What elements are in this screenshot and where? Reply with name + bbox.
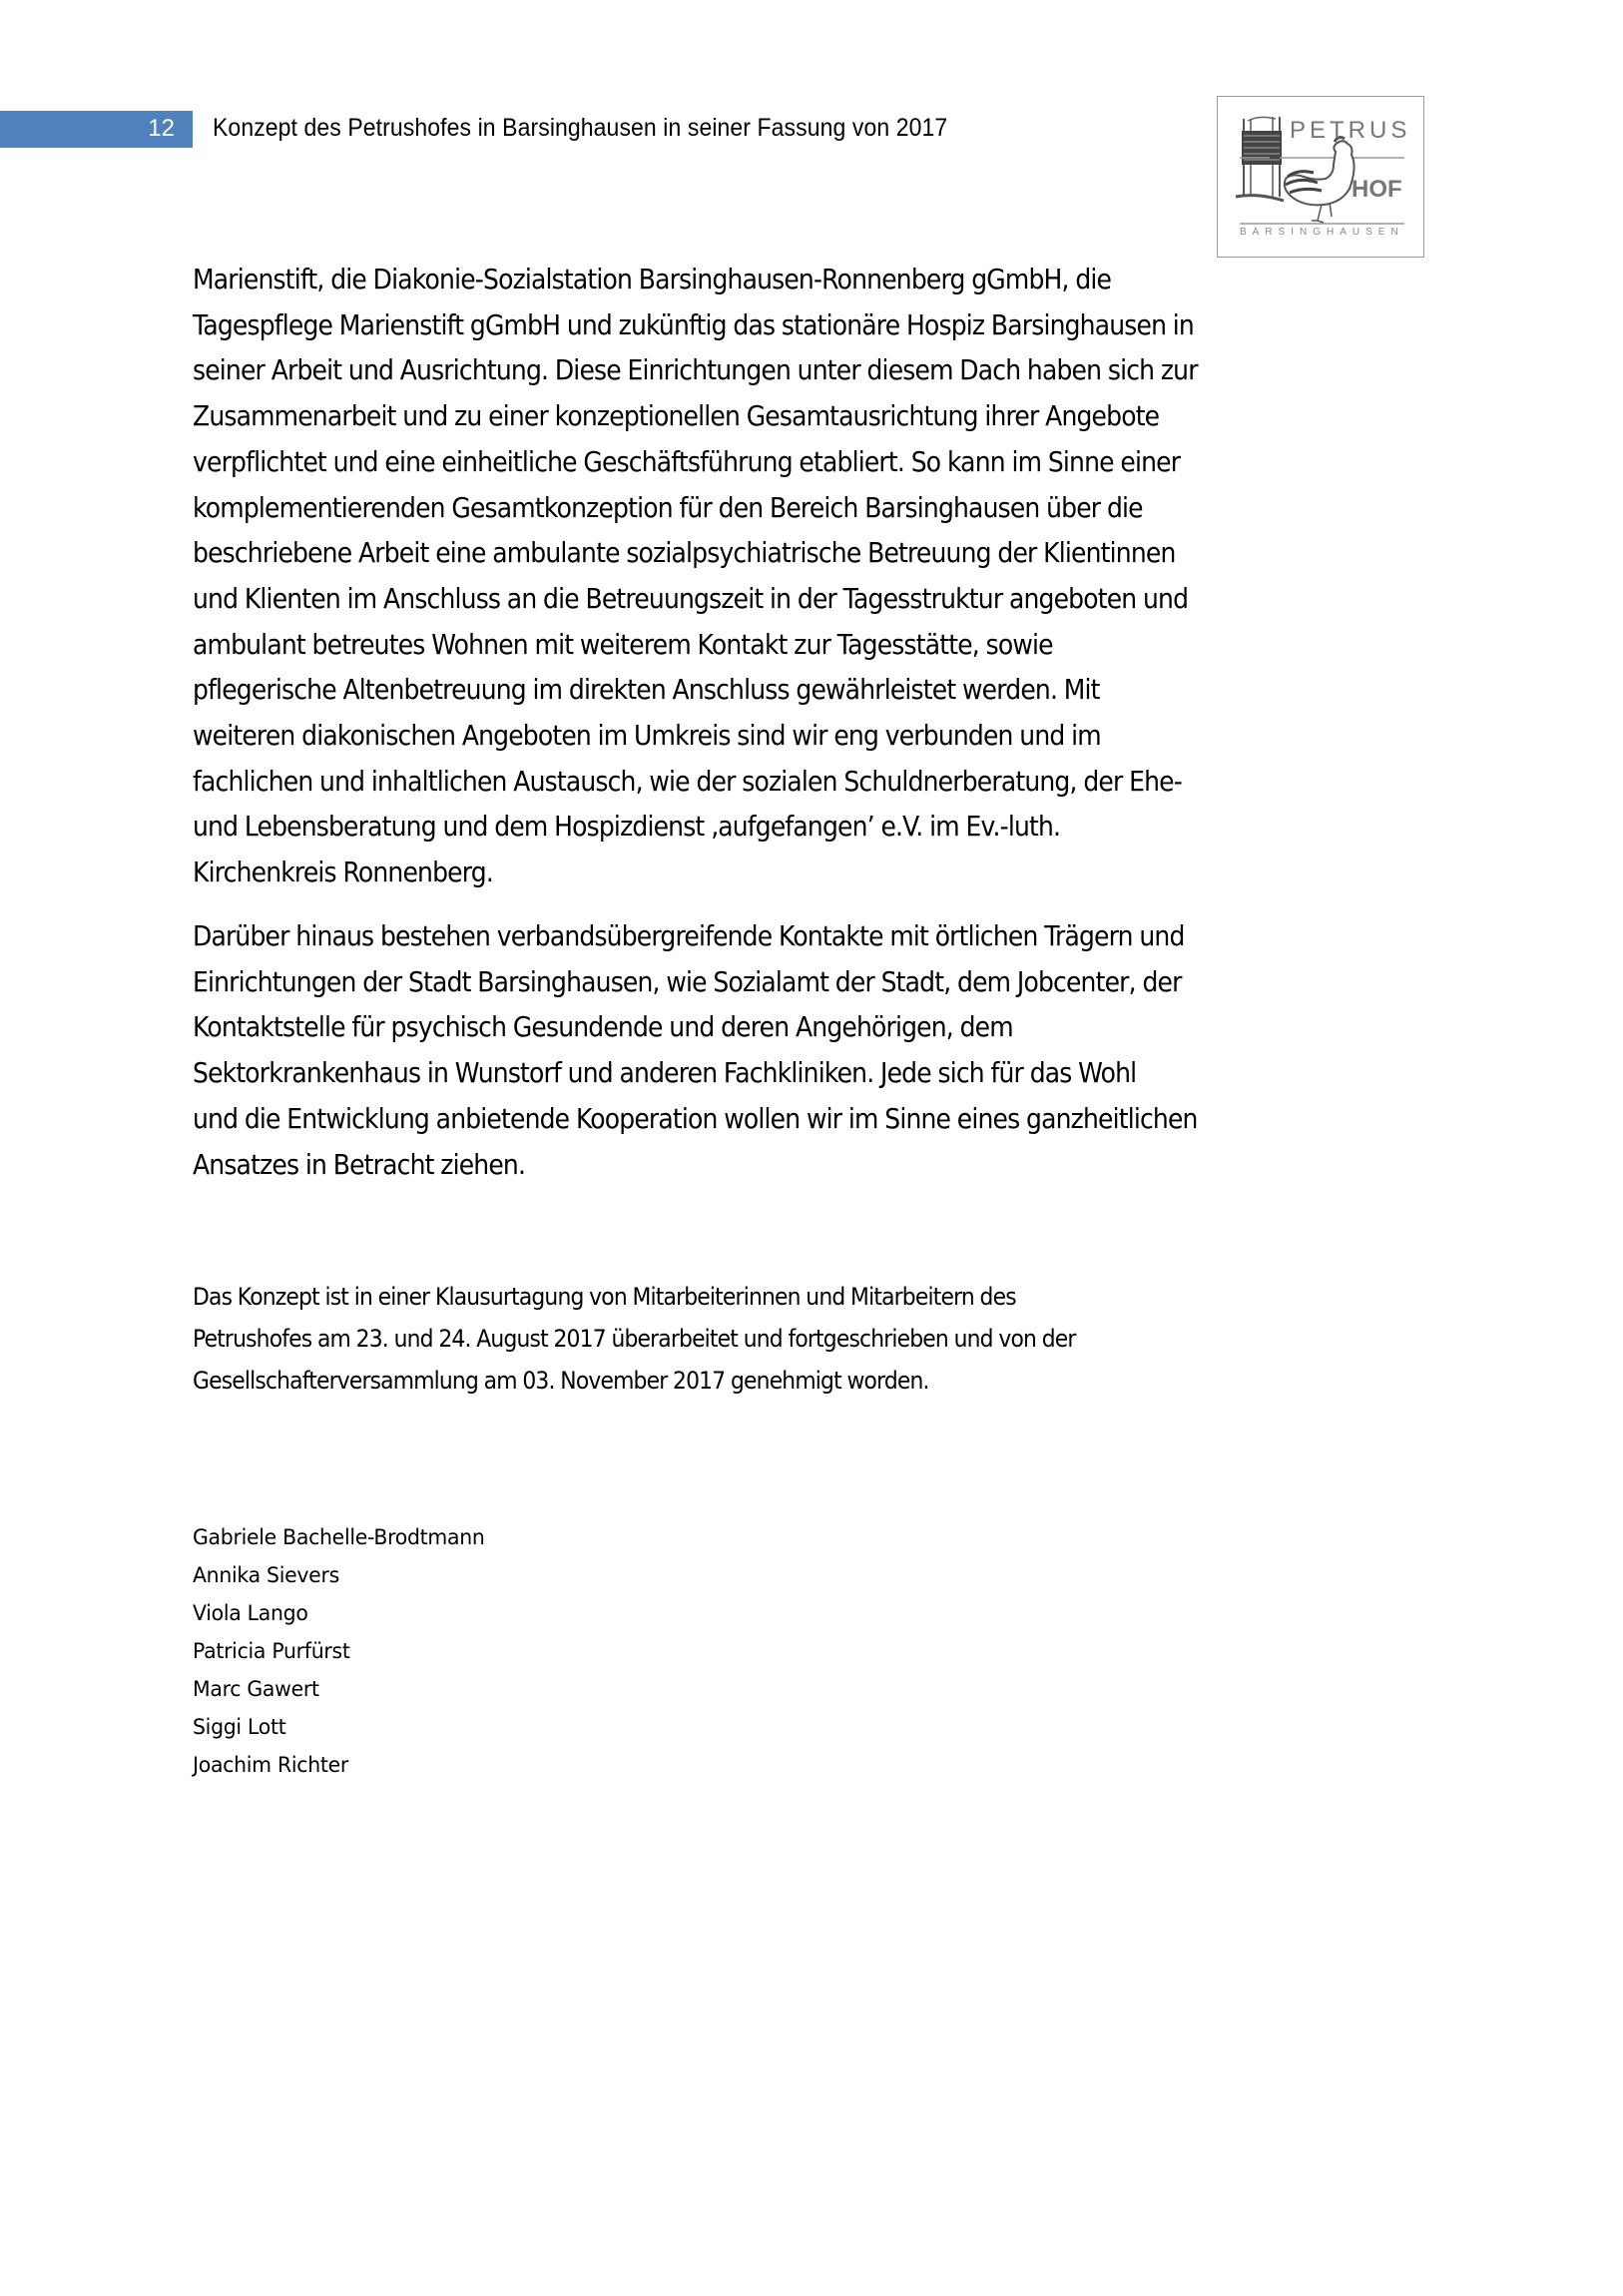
text-line: Darüber hinaus bestehen verbandsübergreifende Kontakte mit örtlichen Trägern und: [193, 920, 1185, 952]
text-line: und die Entwicklung anbietende Kooperation wollen wir im Sinne eines ganzheitlichen: [193, 1102, 1198, 1135]
text-line: Petrushofes am 23. und 24. August 2017 überarbeitet und fortgeschrieben und von der: [193, 1325, 1076, 1353]
text-line: Marienstift, die Diakonie-Sozialstation Barsinghausen-Ronnenberg gGmbH, die: [193, 264, 1112, 295]
petrushof-logo: [1217, 96, 1424, 258]
text-line: verpflichtet und eine einheitliche Geschäftsführung etabliert. So kann im Sinne einer: [193, 445, 1181, 478]
signatory-list: [193, 1519, 485, 1785]
signatory-name: Annika Sievers: [193, 1563, 339, 1588]
signatory-name: Joachim Richter: [193, 1753, 349, 1778]
text-line: Gesellschafterversammlung am 03. November 2017 genehmigt worden.: [193, 1367, 929, 1395]
text-line: Kontaktstelle für psychisch Gesundende und deren Angehörigen, dem: [193, 1011, 1013, 1044]
text-line: und Lebensberatung und dem Hospizdienst ‚aufgefangen’ e.V. im Ev.-luth.: [193, 811, 1061, 844]
page-number: 12: [148, 115, 175, 142]
text-line: Sektorkrankenhaus in Wunstorf und anderen Fachkliniken. Jede sich für das Wohl: [193, 1057, 1137, 1090]
text-line: seiner Arbeit und Ausrichtung. Diese Einrichtungen unter diesem Dach haben sich zur: [193, 354, 1198, 387]
page-number-bar: [0, 111, 193, 148]
text-line: Zusammenarbeit und zu einer konzeptionellen Gesamtausrichtung ihrer Angebote: [193, 400, 1160, 433]
text-line: Einrichtungen der Stadt Barsinghausen, wie Sozialamt der Stadt, dem Jobcenter, der: [193, 965, 1182, 998]
logo-city: BARSINGHAUSEN: [1240, 227, 1404, 238]
logo-word-petrus: PETRUS: [1290, 117, 1411, 144]
signatory-name: Gabriele Bachelle-Brodtmann: [193, 1525, 485, 1550]
signatory-name: Viola Lango: [193, 1601, 308, 1626]
text-line: Kirchenkreis Ronnenberg.: [193, 857, 493, 889]
text-line: Tagespflege Marienstift gGmbH und zukünftig das stationäre Hospiz Barsinghausen in: [193, 308, 1194, 341]
document-header-title: Konzept des Petrushofes in Barsinghausen in seiner Fassung von 2017: [213, 114, 948, 142]
signatory-name: Siggi Lott: [193, 1715, 286, 1740]
text-line: Ansatzes in Betracht ziehen.: [193, 1148, 526, 1181]
text-line: Das Konzept ist in einer Klausurtagung von Mitarbeiterinnen und Mitarbeitern des: [193, 1283, 1016, 1311]
paragraph-contacts: [193, 914, 1198, 1188]
text-line: pflegerische Altenbetreuung im direkten Anschluss gewährleistet werden. Mit: [193, 674, 1100, 707]
text-line: komplementierenden Gesamtkonzeption für den Bereich Barsinghausen über die: [193, 491, 1143, 524]
signatory-name: Patricia Purfürst: [193, 1639, 350, 1664]
text-line: ambulant betreutes Wohnen mit weiterem Kontakt zur Tagesstätte, sowie: [193, 628, 1053, 661]
text-line: weiteren diakonischen Angeboten im Umkreis sind wir eng verbunden und im: [193, 720, 1101, 753]
paragraph-approval: [193, 1276, 1076, 1402]
text-line: beschriebene Arbeit eine ambulante sozialpsychiatrische Betreuung der Klientinnen: [193, 537, 1176, 570]
signatory-name: Marc Gawert: [193, 1677, 319, 1702]
text-line: fachlichen und inhaltlichen Austausch, wie der sozialen Schuldnerberatung, der Ehe-: [193, 765, 1182, 798]
text-line: und Klienten im Anschluss an die Betreuungszeit in der Tagesstruktur angeboten und: [193, 582, 1189, 615]
paragraph-organizations: [193, 258, 1198, 896]
logo-word-hof: HOF: [1352, 176, 1402, 203]
